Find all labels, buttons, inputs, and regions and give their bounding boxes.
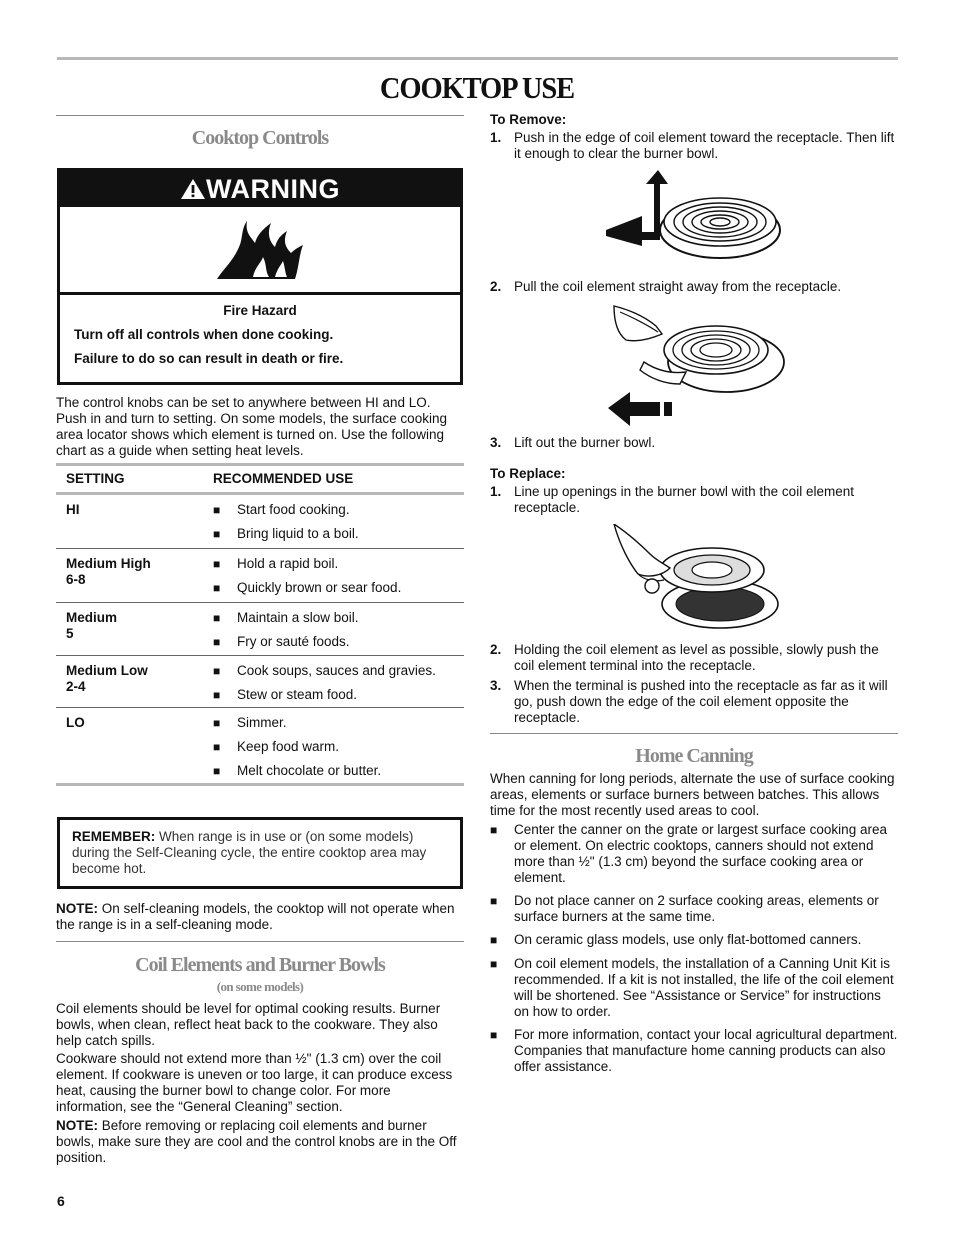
- list-item: [213, 715, 464, 731]
- step-number: 3.: [490, 435, 502, 450]
- list-item: [213, 610, 464, 626]
- warning-box: [57, 168, 463, 385]
- step-number: 1.: [490, 130, 502, 145]
- list-item: [490, 893, 898, 925]
- list-item: [490, 932, 898, 948]
- bullet-icon: ■: [490, 1028, 498, 1042]
- use-text: Keep food warm.: [237, 739, 340, 754]
- uses-cell: [213, 556, 464, 602]
- setting-name: Medium: [66, 610, 118, 625]
- use-text: Simmer.: [237, 715, 287, 730]
- remove-step-1: [490, 130, 898, 162]
- bullet-text: For more information, contact your local agricultural department. Companies that manufacture home canning products can also offer assistance.: [514, 1027, 898, 1074]
- use-text: Melt chocolate or butter.: [237, 763, 382, 778]
- setting-cell: [56, 715, 213, 783]
- home-canning-heading: Home Canning: [635, 745, 753, 767]
- warning-header: [60, 171, 460, 207]
- list-item: [490, 822, 898, 886]
- use-text: Maintain a slow boil.: [237, 610, 359, 625]
- setting-range: 5: [66, 626, 74, 641]
- bullet-icon: ■: [490, 823, 498, 837]
- setting-cell: [56, 502, 213, 548]
- bullet-icon: ■: [213, 611, 221, 625]
- list-item: [213, 687, 464, 703]
- setting-name: HI: [66, 502, 80, 517]
- list-item: [213, 526, 464, 542]
- canning-list: [490, 822, 898, 1083]
- note-label: NOTE:: [56, 901, 98, 916]
- bullet-icon: ■: [213, 581, 221, 595]
- table-row: [56, 549, 464, 603]
- warning-hazard: Fire Hazard: [223, 303, 297, 318]
- list-item: [213, 556, 464, 572]
- coil-pull-illustration: [600, 304, 790, 430]
- cooktop-note: [56, 901, 464, 933]
- step-number: 2.: [490, 642, 502, 657]
- bullet-text: On ceramic glass models, use only flat-bottomed canners.: [514, 932, 862, 947]
- top-rule: [57, 57, 898, 60]
- step-number: 1.: [490, 484, 502, 499]
- section-rule: [56, 941, 464, 942]
- bullet-icon: ■: [213, 764, 221, 778]
- warning-line-1: Turn off all controls when done cooking.: [74, 327, 334, 342]
- bullet-icon: ■: [213, 635, 221, 649]
- remember-label: REMEMBER:: [72, 829, 156, 844]
- cooktop-controls-heading: Cooktop Controls: [191, 127, 329, 149]
- bullet-icon: ■: [490, 894, 498, 908]
- use-text: Cook soups, sauces and gravies.: [237, 663, 436, 678]
- bullet-icon: ■: [213, 664, 221, 678]
- uses-cell: [213, 502, 464, 548]
- replace-step-2: [490, 642, 898, 674]
- use-text: Fry or sauté foods.: [237, 634, 350, 649]
- coil-elements-heading: Coil Elements and Burner Bowls: [135, 954, 385, 976]
- step-text: Pull the coil element straight away from the receptacle.: [514, 279, 842, 294]
- section-rule: [490, 733, 898, 734]
- note-text: On self-cleaning models, the cooktop will not operate when the range is in a self-cleaning mode.: [56, 901, 455, 932]
- setting-cell: [56, 663, 213, 707]
- warning-icon-area: [60, 207, 460, 295]
- list-item: [213, 502, 464, 518]
- left-column: [56, 115, 464, 1165]
- bullet-icon: ■: [213, 557, 221, 571]
- remember-text: When range is in use or (on some models) during the Self-Cleaning cycle, the entire cooktop area may become hot.: [72, 829, 427, 876]
- bullet-icon: ■: [213, 527, 221, 541]
- table-row: [56, 495, 464, 549]
- bullet-text: Center the canner on the grate or largest surface cooking area or element. On electric cooktops, canners should not extend more than ½" (1.3 cm) beyond the surface cooking area or element.: [514, 822, 887, 885]
- section-rule: [56, 115, 464, 116]
- list-item: [490, 956, 898, 1020]
- list-item: [490, 1027, 898, 1075]
- use-text: Quickly brown or sear food.: [237, 580, 402, 595]
- remove-step-3: [490, 435, 898, 451]
- uses-cell: [213, 663, 464, 707]
- setting-name: Medium Low: [66, 663, 148, 678]
- setting-cell: [56, 556, 213, 602]
- warning-text: [60, 295, 460, 367]
- table-header: [56, 463, 464, 495]
- replace-step-3: [490, 678, 898, 726]
- coil-para-1: Coil elements should be level for optimal cooking results. Burner bowls, when clean, reflect heat back to the cookware. They also help catch spills.: [56, 1001, 441, 1048]
- page-title: COOKTOP USE: [379, 70, 575, 105]
- step-text: Line up openings in the burner bowl with the coil element receptacle.: [514, 484, 854, 515]
- setting-range: 2-4: [66, 679, 86, 694]
- remove-step-2: [490, 279, 898, 295]
- bullet-icon: ■: [213, 688, 221, 702]
- setting-cell: [56, 610, 213, 655]
- step-text: Push in the edge of coil element toward the receptacle. Then lift it enough to clear the burner bowl.: [514, 130, 895, 161]
- bullet-text: Do not place canner on 2 surface cooking areas, elements or surface burners at the same time.: [514, 893, 879, 924]
- controls-intro: The control knobs can be set to anywhere between HI and LO. Push in and turn to setting. On some models, the surface cooking area locator shows which element is turned on. Use the following chart as a guide when setting heat levels.: [56, 395, 447, 458]
- coil-lift-illustration: [602, 170, 784, 260]
- coil-note: [56, 1118, 464, 1166]
- uses-cell: [213, 610, 464, 655]
- header-setting: SETTING: [66, 471, 125, 486]
- canning-intro: When canning for long periods, alternate the use of surface cooking areas, elements or surface burners between batches. This allows time for the most recently used areas to cool.: [490, 771, 895, 818]
- table-row: [56, 603, 464, 656]
- settings-table: [56, 463, 464, 786]
- header-recommended-use: RECOMMENDED USE: [213, 471, 354, 486]
- setting-name: LO: [66, 715, 85, 730]
- step-number: 3.: [490, 678, 502, 693]
- use-text: Start food cooking.: [237, 502, 350, 517]
- list-item: [213, 580, 464, 596]
- bullet-icon: ■: [490, 957, 498, 971]
- table-row: [56, 708, 464, 786]
- step-text: Lift out the burner bowl.: [514, 435, 656, 450]
- setting-name: Medium High: [66, 556, 151, 571]
- step-text: Holding the coil element as level as possible, slowly push the coil element terminal into the receptacle.: [514, 642, 879, 673]
- setting-range: 6-8: [66, 572, 86, 587]
- note-label: NOTE:: [56, 1118, 98, 1133]
- coil-para-2: Cookware should not extend more than ½" (1.3 cm) over the coil element. If cookware is uneven or too large, it can produce excess heat, causing the burner bowl to change color. For more information, see the “General Cleaning” section.: [56, 1051, 453, 1114]
- warning-label: WARNING: [206, 174, 340, 204]
- use-text: Hold a rapid boil.: [237, 556, 339, 571]
- list-item: [213, 663, 464, 679]
- bullet-text: On coil element models, the installation of a Canning Unit Kit is recommended. If a kit is not installed, the life of the coil element will be shortened. See “Assistance or Service” for instructions on how to order.: [514, 956, 894, 1019]
- bullet-icon: ■: [213, 716, 221, 730]
- table-row: [56, 656, 464, 708]
- remember-box: [57, 817, 463, 889]
- coil-elements-subheading: (on some models): [216, 979, 304, 994]
- replace-heading: To Replace:: [490, 466, 566, 481]
- use-text: Stew or steam food.: [237, 687, 358, 702]
- warning-triangle-icon: [180, 178, 206, 200]
- bullet-icon: ■: [213, 503, 221, 517]
- burner-bowl-illustration: [612, 524, 782, 632]
- step-text: When the terminal is pushed into the receptacle as far as it will go, push down the edge of the coil element opposite the receptacle.: [514, 678, 888, 725]
- list-item: [213, 634, 464, 650]
- warning-line-2: Failure to do so can result in death or fire.: [74, 351, 344, 366]
- fire-icon: [215, 217, 305, 283]
- note-text: Before removing or replacing coil elements and burner bowls, make sure they are cool and the control knobs are in the Off position.: [56, 1118, 457, 1165]
- bullet-icon: ■: [213, 740, 221, 754]
- bullet-icon: ■: [490, 933, 498, 947]
- remove-heading: To Remove:: [490, 112, 567, 127]
- list-item: [213, 739, 464, 755]
- page-number: 6: [57, 1193, 65, 1209]
- uses-cell: [213, 715, 464, 783]
- use-text: Bring liquid to a boil.: [237, 526, 359, 541]
- replace-step-1: [490, 484, 898, 516]
- list-item: [213, 763, 464, 779]
- step-number: 2.: [490, 279, 502, 294]
